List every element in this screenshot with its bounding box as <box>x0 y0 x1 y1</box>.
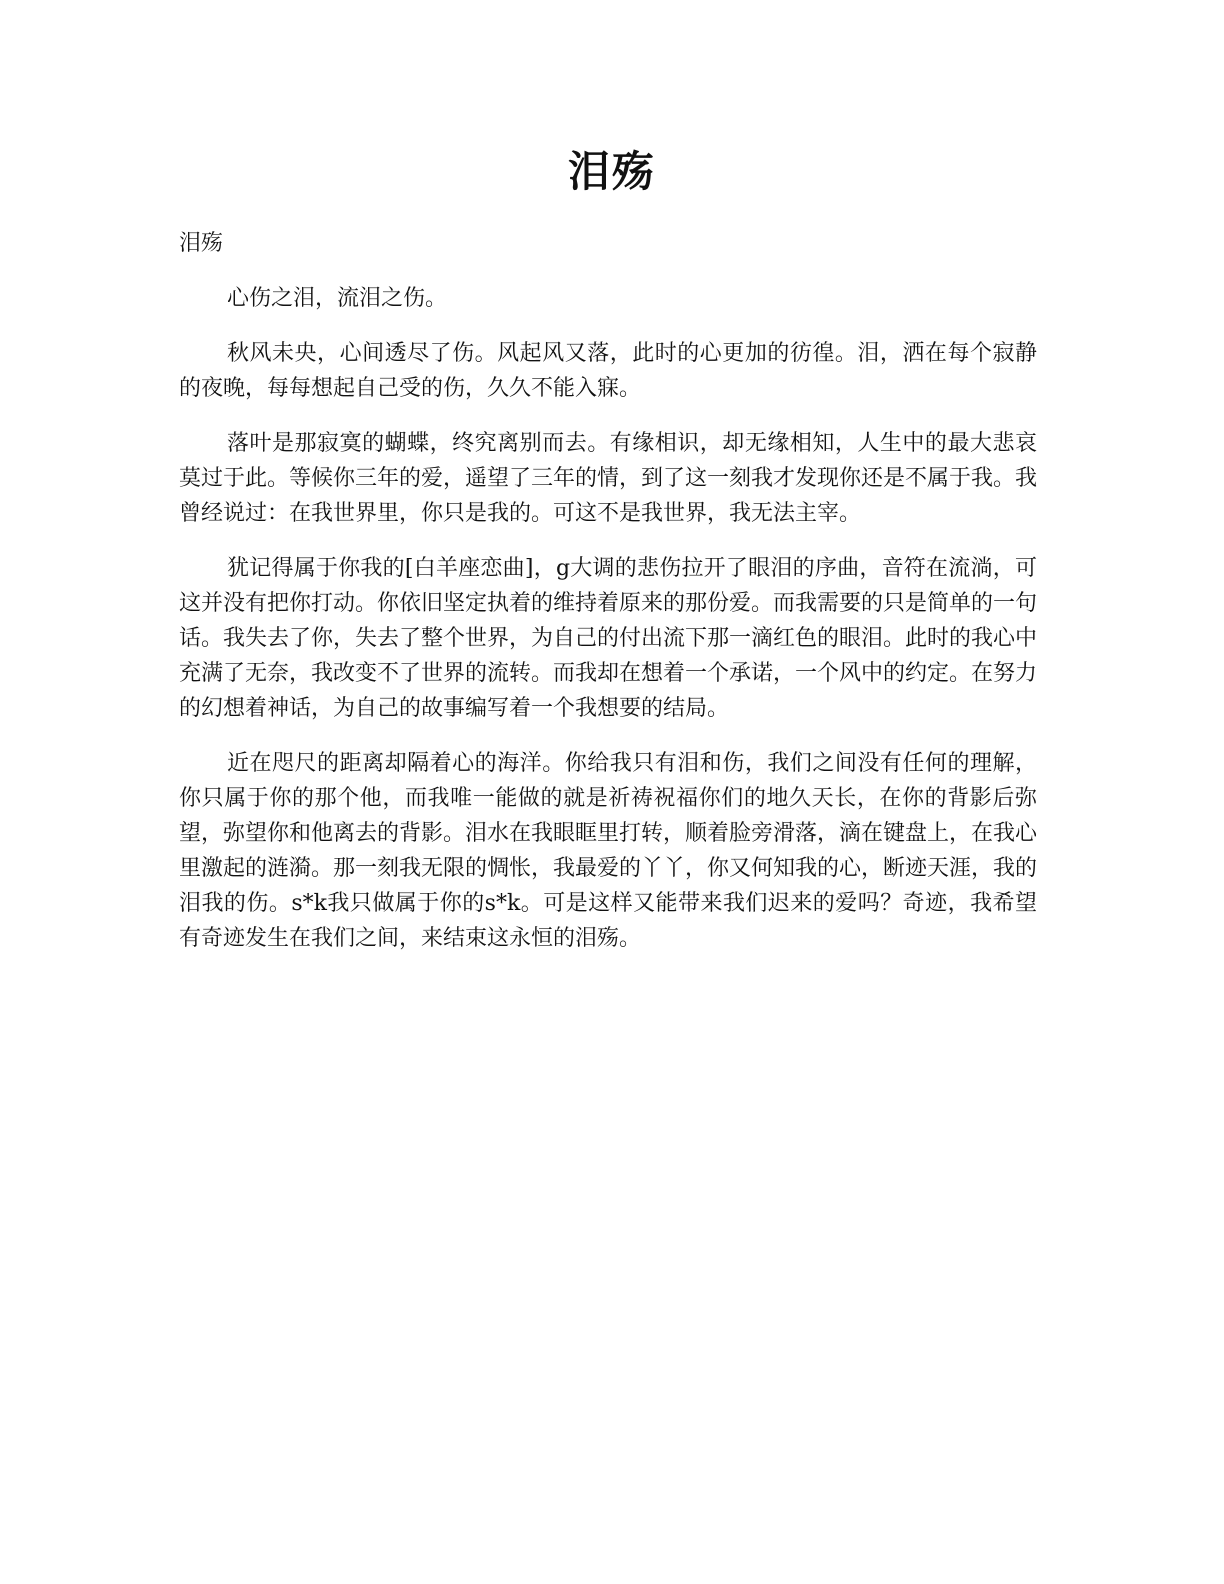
paragraph: 近在咫尺的距离却隔着心的海洋。你给我只有泪和伤，我们之间没有任何的理解，你只属于你的那个他，而我唯一能做的就是祈祷祝福你们的地久天长，在你的背影后弥望，弥望你和他离去的背影。泪水在我眼眶里打转，顺着脸旁滑落，滴在键盘上，在我心里激起的涟漪。那一刻我无限的惆怅，我最爱的丫丫，你又何知我的心，断迹天涯，我的泪我的伤。s*k我只做属于你的s*k。可是这样又能带来我们迟来的爱吗？奇迹，我希望有奇迹发生在我们之间，来结束这永恒的泪殇。 <box>179 751 1038 951</box>
document-title: 泪殇 <box>567 147 656 196</box>
paragraph: 秋风未央，心间透尽了伤。风起风又落，此时的心更加的彷徨。泪，洒在每个寂静的夜晚，每每想起自己受的伤，久久不能入寐。 <box>179 341 1037 401</box>
paragraph: 犹记得属于你我的[白羊座恋曲]，g大调的悲伤拉开了眼泪的序曲，音符在流淌，可这并没有把你打动。你依旧坚定执着的维持着原来的那份爱。而我需要的只是简单的一句话。我失去了你，失去了整个世界，为自己的付出流下那一滴红色的眼泪。此时的我心中充满了无奈，我改变不了世界的流转。而我却在想着一个承诺，一个风中的约定。在努力的幻想着神话，为自己的故事编写着一个我想要的结局。 <box>179 556 1038 721</box>
document-body <box>179 226 1037 976</box>
document-subtitle: 泪殇 <box>179 231 224 256</box>
paragraph: 落叶是那寂寞的蝴蝶，终究离别而去。有缘相识，却无缘相知，人生中的最大悲哀莫过于此。等候你三年的爱，遥望了三年的情，到了这一刻我才发现你还是不属于我。我曾经说过：在我世界里，你只是我的。可这不是我世界，我无法主宰。 <box>179 431 1038 526</box>
paragraph: 心伤之泪，流泪之伤。 <box>227 286 448 311</box>
